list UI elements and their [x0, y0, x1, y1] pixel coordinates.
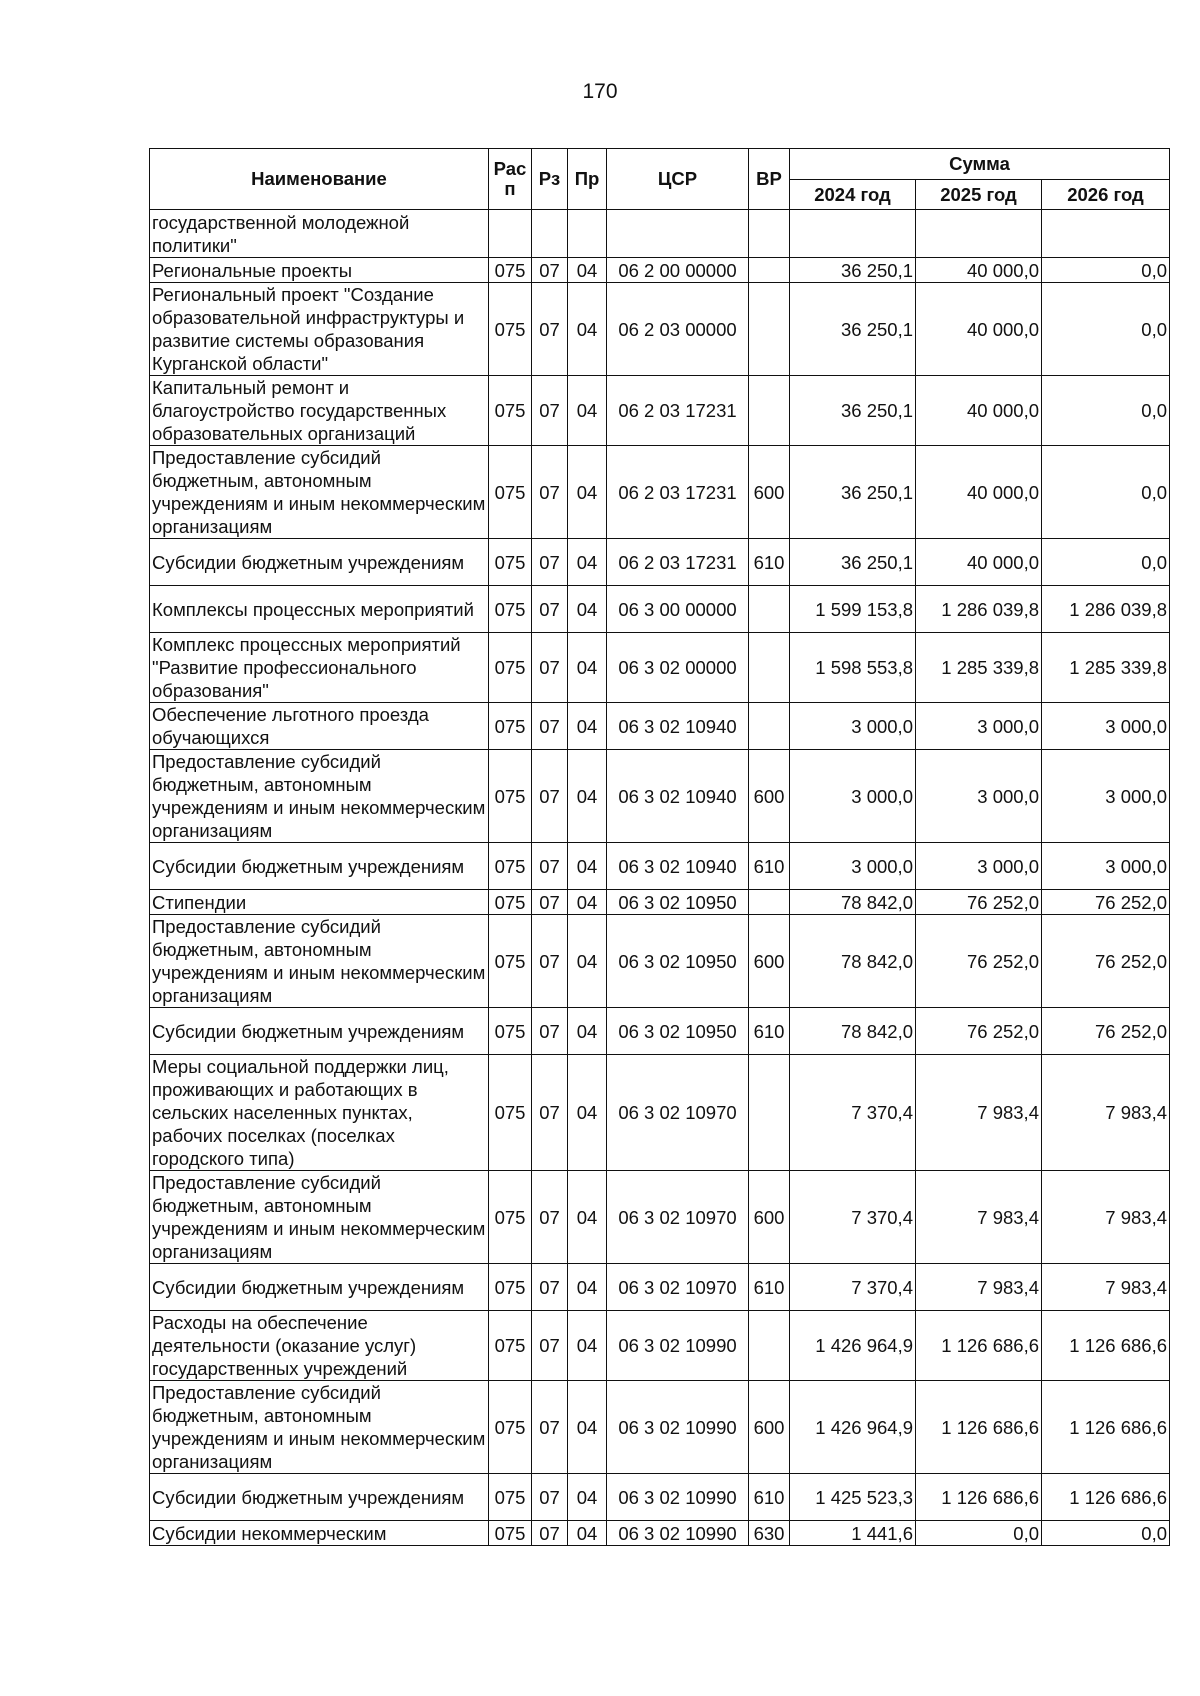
cell-rasp: 075: [489, 1055, 532, 1171]
cell-v2025: 40 000,0: [916, 258, 1042, 283]
cell-v2026: 3 000,0: [1042, 703, 1170, 750]
cell-vr: 600: [749, 1381, 790, 1474]
header-year-2026: 2026 год: [1042, 180, 1170, 210]
cell-name: государственной молодежной политики": [150, 210, 489, 258]
cell-name: Субсидии бюджетным учреждениям: [150, 1264, 489, 1311]
cell-v2024: 36 250,1: [790, 283, 916, 376]
cell-v2025: 1 285 339,8: [916, 633, 1042, 703]
cell-vr: [749, 633, 790, 703]
cell-rz: 07: [532, 1381, 568, 1474]
cell-v2024: 7 370,4: [790, 1055, 916, 1171]
cell-rasp: 075: [489, 376, 532, 446]
cell-rasp: 075: [489, 283, 532, 376]
table-row: [150, 843, 1170, 890]
cell-pr: 04: [568, 890, 607, 915]
cell-csr: 06 3 02 10950: [607, 1008, 749, 1055]
table-row: [150, 539, 1170, 586]
cell-v2024: 78 842,0: [790, 1008, 916, 1055]
cell-rasp: 075: [489, 750, 532, 843]
cell-rasp: 075: [489, 446, 532, 539]
cell-pr: 04: [568, 1381, 607, 1474]
cell-csr: 06 3 02 10970: [607, 1171, 749, 1264]
table-header: [150, 149, 1170, 210]
cell-rz: 07: [532, 915, 568, 1008]
cell-name: Субсидии бюджетным учреждениям: [150, 1474, 489, 1521]
cell-name: Региональные проекты: [150, 258, 489, 283]
cell-rasp: 075: [489, 1381, 532, 1474]
table-row: [150, 258, 1170, 283]
cell-rz: [532, 210, 568, 258]
cell-pr: 04: [568, 1521, 607, 1546]
cell-v2025: 7 983,4: [916, 1171, 1042, 1264]
cell-vr: 610: [749, 1264, 790, 1311]
cell-csr: 06 3 02 10970: [607, 1264, 749, 1311]
table-row: [150, 1311, 1170, 1381]
cell-vr: [749, 376, 790, 446]
cell-v2025: 3 000,0: [916, 750, 1042, 843]
table-row: [150, 915, 1170, 1008]
cell-rz: 07: [532, 750, 568, 843]
cell-v2026: 76 252,0: [1042, 915, 1170, 1008]
cell-rz: 07: [532, 843, 568, 890]
cell-rasp: 075: [489, 539, 532, 586]
cell-pr: 04: [568, 1311, 607, 1381]
page-number: 170: [582, 80, 618, 103]
table-row: [150, 750, 1170, 843]
cell-vr: [749, 703, 790, 750]
table-row: [150, 1264, 1170, 1311]
cell-v2025: 7 983,4: [916, 1055, 1042, 1171]
cell-name: Стипендии: [150, 890, 489, 915]
cell-rz: 07: [532, 1171, 568, 1264]
cell-name: Предоставление субсидий бюджетным, автономным учреждениям и иным некоммерческим организациям: [150, 750, 489, 843]
cell-rasp: 075: [489, 843, 532, 890]
cell-v2025: 0,0: [916, 1521, 1042, 1546]
cell-rz: 07: [532, 539, 568, 586]
cell-csr: 06 2 03 17231: [607, 376, 749, 446]
cell-csr: 06 3 02 10970: [607, 1055, 749, 1171]
cell-rz: 07: [532, 283, 568, 376]
cell-name: Региональный проект "Создание образовательной инфраструктуры и развитие системы образования Курганской области": [150, 283, 489, 376]
cell-rasp: 075: [489, 258, 532, 283]
cell-rz: 07: [532, 633, 568, 703]
cell-pr: 04: [568, 539, 607, 586]
cell-name: Субсидии некоммерческим: [150, 1521, 489, 1546]
cell-csr: 06 3 02 10990: [607, 1381, 749, 1474]
cell-vr: 600: [749, 750, 790, 843]
cell-rasp: 075: [489, 1521, 532, 1546]
cell-pr: 04: [568, 915, 607, 1008]
cell-v2024: 36 250,1: [790, 446, 916, 539]
header-pr: Пр: [568, 149, 607, 210]
cell-rz: 07: [532, 1055, 568, 1171]
cell-csr: 06 3 02 10990: [607, 1521, 749, 1546]
cell-rasp: 075: [489, 1264, 532, 1311]
cell-pr: 04: [568, 283, 607, 376]
table-body: [150, 210, 1170, 1546]
table-row: [150, 1055, 1170, 1171]
cell-csr: 06 3 02 10940: [607, 843, 749, 890]
cell-v2024: [790, 210, 916, 258]
cell-v2024: 1 426 964,9: [790, 1381, 916, 1474]
cell-pr: 04: [568, 843, 607, 890]
cell-v2024: 78 842,0: [790, 915, 916, 1008]
cell-name: Субсидии бюджетным учреждениям: [150, 843, 489, 890]
header-year-2025: 2025 год: [916, 180, 1042, 210]
cell-vr: [749, 1055, 790, 1171]
cell-v2026: 0,0: [1042, 539, 1170, 586]
table-row: [150, 1008, 1170, 1055]
cell-rz: 07: [532, 1008, 568, 1055]
cell-v2026: 7 983,4: [1042, 1055, 1170, 1171]
cell-rasp: [489, 210, 532, 258]
cell-csr: 06 3 02 10940: [607, 703, 749, 750]
cell-v2024: 3 000,0: [790, 843, 916, 890]
cell-pr: 04: [568, 446, 607, 539]
cell-pr: 04: [568, 703, 607, 750]
cell-v2025: 1 126 686,6: [916, 1381, 1042, 1474]
table-row: [150, 1474, 1170, 1521]
cell-vr: [749, 258, 790, 283]
cell-pr: 04: [568, 1008, 607, 1055]
cell-v2026: 7 983,4: [1042, 1264, 1170, 1311]
cell-v2024: 1 425 523,3: [790, 1474, 916, 1521]
cell-vr: 600: [749, 1171, 790, 1264]
header-rz: Рз: [532, 149, 568, 210]
cell-pr: 04: [568, 586, 607, 633]
cell-rz: 07: [532, 1474, 568, 1521]
cell-v2026: 0,0: [1042, 283, 1170, 376]
cell-v2026: 1 126 686,6: [1042, 1381, 1170, 1474]
cell-v2025: 76 252,0: [916, 890, 1042, 915]
cell-rasp: 075: [489, 633, 532, 703]
cell-v2026: 76 252,0: [1042, 890, 1170, 915]
cell-pr: 04: [568, 1055, 607, 1171]
cell-rz: 07: [532, 1311, 568, 1381]
header-rasp: Рас п: [489, 149, 532, 210]
cell-v2026: 3 000,0: [1042, 843, 1170, 890]
cell-v2024: 36 250,1: [790, 539, 916, 586]
cell-rasp: 075: [489, 703, 532, 750]
cell-pr: 04: [568, 1264, 607, 1311]
cell-name: Обеспечение льготного проезда обучающихся: [150, 703, 489, 750]
table-row: [150, 1171, 1170, 1264]
cell-vr: 610: [749, 539, 790, 586]
cell-name: Предоставление субсидий бюджетным, автономным учреждениям и иным некоммерческим организациям: [150, 1381, 489, 1474]
table-row: [150, 283, 1170, 376]
header-csr: ЦСР: [607, 149, 749, 210]
cell-v2025: 3 000,0: [916, 703, 1042, 750]
cell-pr: 04: [568, 633, 607, 703]
cell-name: Предоставление субсидий бюджетным, автономным учреждениям и иным некоммерческим организациям: [150, 446, 489, 539]
cell-v2025: 1 126 686,6: [916, 1474, 1042, 1521]
table-row: [150, 890, 1170, 915]
table-row: [150, 703, 1170, 750]
cell-vr: [749, 283, 790, 376]
cell-v2025: 40 000,0: [916, 376, 1042, 446]
cell-name: Субсидии бюджетным учреждениям: [150, 1008, 489, 1055]
cell-pr: 04: [568, 750, 607, 843]
cell-v2025: 40 000,0: [916, 539, 1042, 586]
cell-csr: 06 3 02 10940: [607, 750, 749, 843]
cell-csr: 06 2 00 00000: [607, 258, 749, 283]
cell-v2026: 1 126 686,6: [1042, 1474, 1170, 1521]
cell-v2025: 7 983,4: [916, 1264, 1042, 1311]
cell-v2026: 1 286 039,8: [1042, 586, 1170, 633]
cell-v2026: 1 126 686,6: [1042, 1311, 1170, 1381]
cell-v2026: 0,0: [1042, 376, 1170, 446]
budget-table: [149, 148, 1170, 1546]
cell-pr: 04: [568, 1474, 607, 1521]
cell-v2024: 3 000,0: [790, 703, 916, 750]
cell-csr: 06 3 02 10990: [607, 1311, 749, 1381]
table-row: [150, 376, 1170, 446]
cell-v2024: 7 370,4: [790, 1264, 916, 1311]
cell-rz: 07: [532, 890, 568, 915]
cell-rz: 07: [532, 1264, 568, 1311]
cell-csr: 06 2 03 00000: [607, 283, 749, 376]
cell-csr: 06 3 00 00000: [607, 586, 749, 633]
cell-vr: [749, 1311, 790, 1381]
cell-csr: 06 3 02 10950: [607, 915, 749, 1008]
table-row: [150, 446, 1170, 539]
cell-vr: [749, 210, 790, 258]
cell-rz: 07: [532, 446, 568, 539]
cell-rasp: 075: [489, 890, 532, 915]
cell-v2024: 1 426 964,9: [790, 1311, 916, 1381]
cell-csr: 06 3 02 00000: [607, 633, 749, 703]
cell-name: Предоставление субсидий бюджетным, автономным учреждениям и иным некоммерческим организациям: [150, 915, 489, 1008]
cell-pr: [568, 210, 607, 258]
cell-v2024: 1 441,6: [790, 1521, 916, 1546]
cell-rz: 07: [532, 1521, 568, 1546]
header-vr: ВР: [749, 149, 790, 210]
cell-v2025: 3 000,0: [916, 843, 1042, 890]
cell-v2025: 76 252,0: [916, 1008, 1042, 1055]
cell-name: Субсидии бюджетным учреждениям: [150, 539, 489, 586]
cell-v2026: [1042, 210, 1170, 258]
table-row: [150, 210, 1170, 258]
table-row: [150, 1521, 1170, 1546]
cell-csr: 06 3 02 10990: [607, 1474, 749, 1521]
cell-v2026: 0,0: [1042, 258, 1170, 283]
cell-pr: 04: [568, 258, 607, 283]
cell-rz: 07: [532, 586, 568, 633]
cell-v2025: 1 126 686,6: [916, 1311, 1042, 1381]
cell-vr: 600: [749, 915, 790, 1008]
cell-v2024: 36 250,1: [790, 376, 916, 446]
cell-rasp: 075: [489, 1474, 532, 1521]
cell-vr: 610: [749, 843, 790, 890]
cell-name: Капитальный ремонт и благоустройство государственных образовательных организаций: [150, 376, 489, 446]
cell-vr: 600: [749, 446, 790, 539]
header-year-2024: 2024 год: [790, 180, 916, 210]
cell-rasp: 075: [489, 915, 532, 1008]
cell-name: Меры социальной поддержки лиц, проживающих и работающих в сельских населенных пунктах, рабочих поселках (поселках городского типа): [150, 1055, 489, 1171]
cell-v2026: 7 983,4: [1042, 1171, 1170, 1264]
cell-rasp: 075: [489, 1008, 532, 1055]
cell-vr: [749, 586, 790, 633]
cell-vr: 610: [749, 1008, 790, 1055]
header-name: Наименование: [150, 149, 489, 210]
cell-rz: 07: [532, 703, 568, 750]
cell-v2024: 36 250,1: [790, 258, 916, 283]
cell-csr: 06 2 03 17231: [607, 539, 749, 586]
cell-v2025: 1 286 039,8: [916, 586, 1042, 633]
cell-csr: 06 3 02 10950: [607, 890, 749, 915]
cell-vr: [749, 890, 790, 915]
cell-v2024: 1 599 153,8: [790, 586, 916, 633]
cell-v2024: 7 370,4: [790, 1171, 916, 1264]
cell-vr: 630: [749, 1521, 790, 1546]
cell-v2026: 76 252,0: [1042, 1008, 1170, 1055]
table-row: [150, 1381, 1170, 1474]
cell-v2026: 1 285 339,8: [1042, 633, 1170, 703]
cell-name: Комплекс процессных мероприятий "Развитие профессионального образования": [150, 633, 489, 703]
cell-v2025: 40 000,0: [916, 283, 1042, 376]
cell-vr: 610: [749, 1474, 790, 1521]
cell-name: Предоставление субсидий бюджетным, автономным учреждениям и иным некоммерческим организациям: [150, 1171, 489, 1264]
cell-csr: [607, 210, 749, 258]
table-row: [150, 586, 1170, 633]
cell-rasp: 075: [489, 1311, 532, 1381]
cell-v2026: 3 000,0: [1042, 750, 1170, 843]
cell-v2024: 1 598 553,8: [790, 633, 916, 703]
cell-v2025: 40 000,0: [916, 446, 1042, 539]
cell-v2024: 3 000,0: [790, 750, 916, 843]
table-row: [150, 633, 1170, 703]
cell-v2025: [916, 210, 1042, 258]
cell-rasp: 075: [489, 586, 532, 633]
cell-v2026: 0,0: [1042, 1521, 1170, 1546]
cell-pr: 04: [568, 1171, 607, 1264]
header-sum: Сумма: [790, 149, 1170, 180]
cell-rasp: 075: [489, 1171, 532, 1264]
cell-v2025: 76 252,0: [916, 915, 1042, 1008]
cell-v2026: 0,0: [1042, 446, 1170, 539]
cell-name: Расходы на обеспечение деятельности (оказание услуг) государственных учреждений: [150, 1311, 489, 1381]
cell-pr: 04: [568, 376, 607, 446]
cell-rz: 07: [532, 376, 568, 446]
cell-v2024: 78 842,0: [790, 890, 916, 915]
cell-rz: 07: [532, 258, 568, 283]
cell-name: Комплексы процессных мероприятий: [150, 586, 489, 633]
cell-csr: 06 2 03 17231: [607, 446, 749, 539]
